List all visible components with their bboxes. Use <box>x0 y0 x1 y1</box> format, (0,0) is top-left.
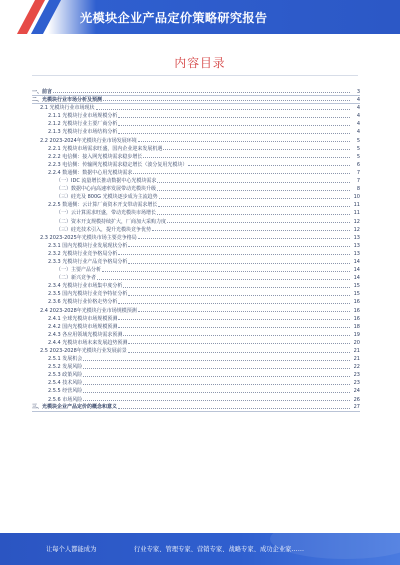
toc-leader-dots <box>118 319 350 320</box>
toc-row[interactable] <box>32 177 360 185</box>
toc-page-number: 6 <box>356 161 360 168</box>
toc-leader-dots <box>53 92 350 93</box>
toc-entry-text: （一）IDC 流量增长推动数据中心光模块需求 <box>56 178 157 185</box>
toc-leader-dots <box>128 246 350 247</box>
toc-row[interactable] <box>32 371 360 379</box>
toc-page-number: 23 <box>353 372 360 379</box>
toc-entry-text: （二）新兴竞争者 <box>56 275 97 282</box>
toc-leader-dots <box>167 222 350 223</box>
toc-entry-text: 2.5.5 经营风险 <box>48 388 83 395</box>
toc-leader-dots <box>102 271 350 272</box>
toc-row[interactable] <box>32 226 360 234</box>
toc-entry-text: 三、光模块企业产品定价的概念和意义 <box>32 404 118 411</box>
toc-entry-text: 2.1.1 光模块行业市场规模分析 <box>48 113 118 120</box>
toc-page-number: 5 <box>356 145 360 152</box>
toc-leader-dots <box>118 303 350 304</box>
toc-page-number: 27 <box>353 404 360 411</box>
toc-page-number: 13 <box>353 242 360 249</box>
toc-page-number: 4 <box>356 105 360 112</box>
toc-page-number: 8 <box>356 186 360 193</box>
toc-entry-text: （二）资本开支规模持续扩大，厂商加大采购力度 <box>56 218 167 225</box>
toc-entry-text: 2.2.5 数通侧：云计算厂商资本开支带动需求增长 <box>48 202 158 209</box>
toc-page-number: 18 <box>353 323 360 330</box>
toc-entry-text: 2.4 2023-2028年光模块行业市场规模预测 <box>40 307 137 314</box>
toc-leader-dots <box>128 295 350 296</box>
toc-row[interactable] <box>32 120 360 128</box>
toc-entry-text: 2.3.5 国内光模块行业竞争特征分析 <box>48 291 128 298</box>
toc-page-number: 7 <box>356 169 360 176</box>
toc-entry-text: 2.3 2023-2025年光模块市场主要竞争格局 <box>40 234 137 241</box>
toc-entry-text: 2.3.3 光模块行业产品竞争格局分析 <box>48 258 128 265</box>
toc-leader-dots <box>83 392 350 393</box>
toc-entry-text: 2.5.1 发展机会 <box>48 356 83 363</box>
toc-row[interactable] <box>32 363 360 371</box>
toc-page-number: 23 <box>353 380 360 387</box>
toc-page-number: 7 <box>356 178 360 185</box>
toc-entry-text: 2.5.3 政策风险 <box>48 372 83 379</box>
toc-page-number: 19 <box>353 331 360 338</box>
toc-page-number: 22 <box>353 364 360 371</box>
toc-row[interactable] <box>32 274 360 282</box>
toc-leader-dots <box>118 125 350 126</box>
toc-row[interactable] <box>32 266 360 274</box>
toc-leader-dots <box>118 327 350 328</box>
toc-entry-text: 2.2.3 电信侧：传输网光模块需求稳定增长（波分复用光模块） <box>48 161 188 168</box>
toc-page-number: 16 <box>353 307 360 314</box>
toc-page-number: 21 <box>353 356 360 363</box>
toc-row[interactable] <box>32 161 360 169</box>
toc-leader-dots <box>138 311 350 312</box>
toc-row[interactable] <box>32 323 360 331</box>
report-title: 光模块企业产品定价策略研究报告 <box>80 11 268 25</box>
toc-entry-text: 二、光模块行业市场分析及预测 <box>32 96 103 103</box>
toc-leader-dots <box>128 343 350 344</box>
toc-row[interactable] <box>32 290 360 298</box>
toc-entry-text: 2.2 2023-2024年光模块行业市场发展环境 <box>40 137 137 144</box>
toc-page-number: 15 <box>353 291 360 298</box>
toc-leader-dots <box>133 173 350 174</box>
toc-leader-dots <box>138 238 350 239</box>
toc-entry-text: 2.3.1 国内光模块行业发展现状分析 <box>48 242 128 249</box>
toc-entry-text: 2.1.2 光模块行业主要厂商分析 <box>48 121 118 128</box>
toc-leader-dots <box>83 360 350 361</box>
toc-page-number: 4 <box>356 113 360 120</box>
toc-row[interactable] <box>32 282 360 290</box>
toc-row[interactable] <box>32 201 360 209</box>
toc-title-divider <box>32 75 358 76</box>
toc-entry-text: 2.4.1 全球光模块市场规模预测 <box>48 315 118 322</box>
toc-leader-dots <box>163 149 350 150</box>
toc-row[interactable] <box>32 137 360 145</box>
toc-page-number: 11 <box>353 202 360 209</box>
toc-entry-text: 2.5 2023-2028年光模块行业发展前景 <box>40 348 127 354</box>
toc-entry-text: 2.4.2 国内光模块市场规模预测 <box>48 323 118 330</box>
toc-row[interactable] <box>32 298 360 306</box>
toc-row[interactable] <box>32 258 360 266</box>
toc-page-number: 4 <box>356 129 360 136</box>
toc-page-number: 10 <box>353 194 360 201</box>
toc-leader-dots <box>188 165 350 166</box>
toc-entry-text: 2.2.1 光模块市场需求旺盛，国内企业迎来发展机遇 <box>48 145 163 152</box>
toc-row[interactable] <box>32 153 360 161</box>
toc-entry-text: （二）数据中心向高速率发展带动光模块升级 <box>56 186 157 193</box>
toc-row[interactable] <box>32 185 360 193</box>
toc-page-number: 24 <box>353 388 360 395</box>
toc-entry-text: 2.2.4 数通侧：数据中心用光模块需求 <box>48 169 133 176</box>
footer-band <box>0 533 400 565</box>
toc-entry-text: （一）云计算需求旺盛，带动光模块市场增长 <box>56 210 157 217</box>
header-band <box>0 0 400 34</box>
toc-row[interactable] <box>32 218 360 226</box>
toc-page-number: 13 <box>353 234 360 241</box>
toc-leader-dots <box>118 408 350 409</box>
toc-entry-text: 2.2.2 电信侧：接入网光模块需求稳步增长 <box>48 153 143 160</box>
toc-entry-text: 一、前言 <box>32 88 53 95</box>
toc-page-number: 12 <box>353 226 360 233</box>
toc-leader-dots <box>159 198 350 199</box>
table-of-contents <box>32 88 360 412</box>
toc-entry-text: 2.3.6 光模块行业价格走势分析 <box>48 299 118 306</box>
footer-slogan-left: 让每个人都能成为 <box>46 546 97 553</box>
toc-page-number: 20 <box>353 339 360 346</box>
toc-entry-text: 2.1 光模块行业市场现状 <box>40 105 95 112</box>
toc-row[interactable] <box>32 104 360 112</box>
toc-leader-dots <box>118 254 350 255</box>
toc-leader-dots <box>83 384 350 385</box>
toc-leader-dots <box>143 157 350 158</box>
toc-leader-dots <box>157 182 350 183</box>
toc-page-number: 14 <box>353 258 360 265</box>
toc-leader-dots <box>83 376 350 377</box>
toc-leader-dots <box>83 368 350 369</box>
toc-page-number: 13 <box>353 250 360 257</box>
toc-entry-text: 2.5.2 发展风险 <box>48 364 83 371</box>
toc-row[interactable] <box>32 347 360 355</box>
toc-leader-dots <box>138 141 350 142</box>
toc-row[interactable] <box>32 331 360 339</box>
toc-row[interactable] <box>32 242 360 250</box>
toc-entry-text: （一）主要产品分析 <box>56 267 102 274</box>
footer-slogan-right: 行业专家、管理专家、营销专家、战略专家、成功企业家…… <box>134 546 305 553</box>
toc-leader-dots <box>128 263 350 264</box>
toc-page-number: 26 <box>353 396 360 403</box>
toc-row[interactable] <box>32 145 360 153</box>
toc-leader-dots <box>152 230 350 231</box>
toc-row[interactable] <box>32 307 360 315</box>
toc-leader-dots <box>103 100 350 101</box>
toc-title: 内容目录 <box>174 56 226 70</box>
toc-entry-text: 2.4.3 各应用领域光模块需求预测 <box>48 331 123 338</box>
toc-leader-dots <box>118 133 350 134</box>
toc-page-number: 5 <box>356 137 360 144</box>
toc-row[interactable] <box>32 379 360 387</box>
toc-leader-dots <box>96 109 350 110</box>
toc-page-number: 15 <box>353 283 360 290</box>
toc-entry-text: 2.5.6 市场风险 <box>48 396 83 403</box>
toc-leader-dots <box>97 279 350 280</box>
toc-leader-dots <box>123 287 350 288</box>
toc-page-number: 21 <box>353 348 360 354</box>
toc-entry-text: 2.1.3 光模块行业市场结构分析 <box>48 129 118 136</box>
toc-row[interactable] <box>32 339 360 347</box>
toc-row[interactable] <box>32 128 360 136</box>
toc-entry-text: （三）硅光及 800G 光模块逐步成为主流趋势 <box>56 194 158 201</box>
toc-page-number: 12 <box>353 218 360 225</box>
toc-page-number: 4 <box>356 121 360 128</box>
toc-leader-dots <box>83 400 350 401</box>
toc-entry-text: 2.4.4 光模块市场未来发展趋势预测 <box>48 339 128 346</box>
toc-leader-dots <box>123 335 350 336</box>
toc-leader-dots <box>118 117 350 118</box>
toc-entry-text: 2.3.2 光模块行业竞争格局分析 <box>48 250 118 257</box>
toc-leader-dots <box>128 352 350 353</box>
toc-page-number: 16 <box>353 315 360 322</box>
toc-leader-dots <box>157 214 350 215</box>
toc-page-number: 11 <box>353 210 360 217</box>
toc-entry-text: 2.5.4 技术风险 <box>48 380 83 387</box>
toc-page-number: 14 <box>353 267 360 274</box>
toc-entry-text: 2.3.4 光模块行业市场集中度分析 <box>48 283 123 290</box>
toc-row[interactable] <box>32 193 360 201</box>
toc-row[interactable] <box>32 96 360 104</box>
toc-page-number: 16 <box>353 299 360 306</box>
toc-row[interactable] <box>32 387 360 395</box>
toc-page-number: 4 <box>356 96 360 103</box>
toc-page-number: 14 <box>353 275 360 282</box>
toc-page-number: 3 <box>356 88 360 95</box>
toc-row[interactable] <box>32 169 360 177</box>
toc-page-number: 5 <box>356 153 360 160</box>
toc-row[interactable] <box>32 355 360 363</box>
toc-leader-dots <box>158 206 350 207</box>
toc-leader-dots <box>157 190 350 191</box>
toc-row[interactable] <box>32 234 360 242</box>
toc-row[interactable] <box>32 209 360 217</box>
toc-row[interactable] <box>32 250 360 258</box>
toc-entry-text: （三）硅光技术引入，提升光模块竞争优势 <box>56 226 152 233</box>
toc-row[interactable] <box>32 112 360 120</box>
toc-row[interactable] <box>32 404 360 412</box>
toc-row[interactable] <box>32 315 360 323</box>
